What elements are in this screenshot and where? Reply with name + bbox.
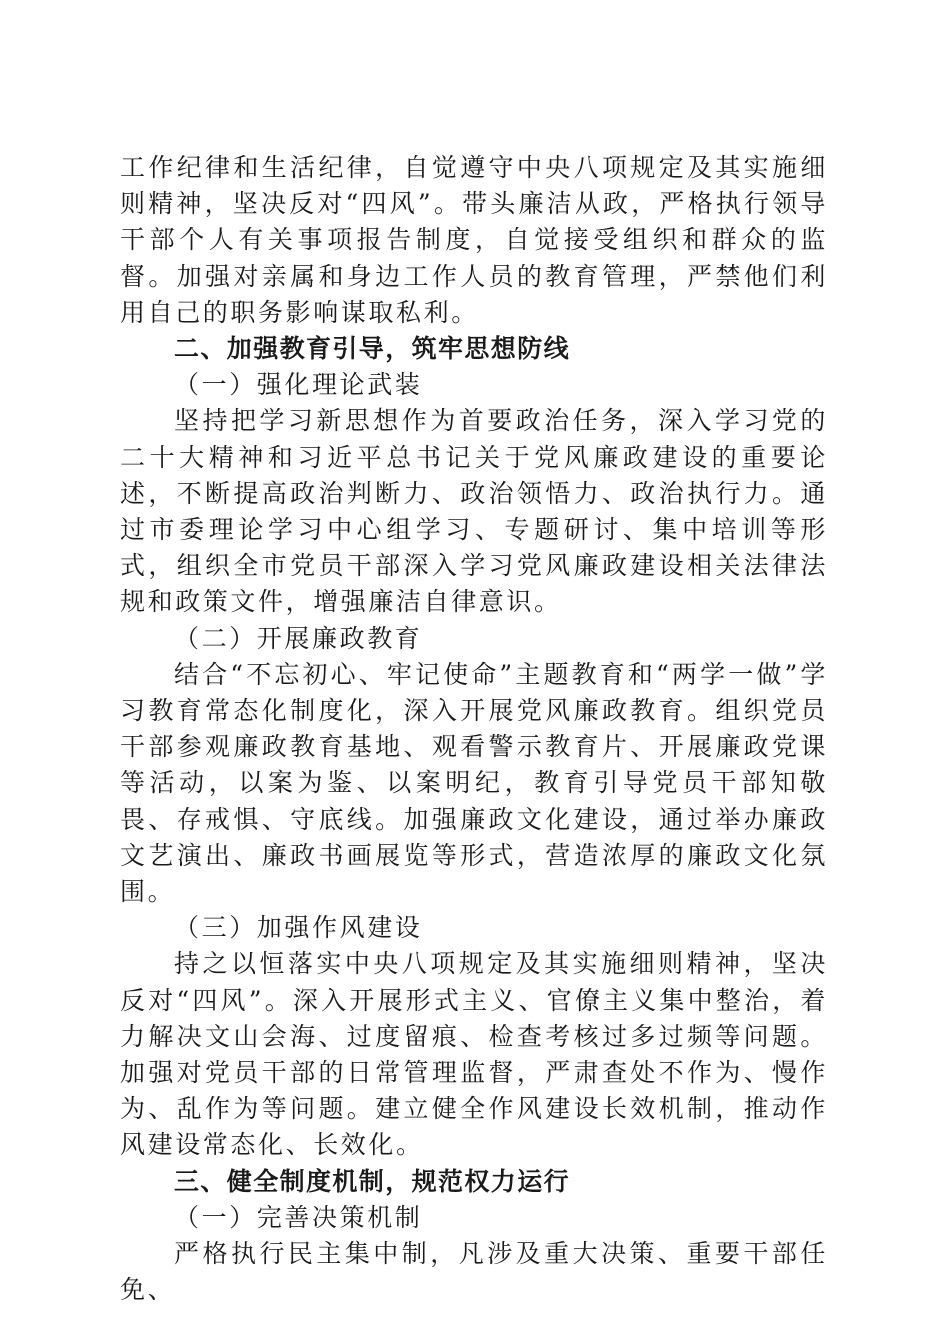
section-heading: 二、加强教育引导，筑牢思想防线 (174, 334, 571, 364)
body-paragraph: 持之以恒落实中央八项规定及其实施细则精神，坚决反对“四风”。深入开展形式主义、官僚主义集中整治，着力解决文山会海、过度留痕、检查考核过多过频等问题。加强对党员干部的日常管理监督，严肃查处不作为、慢作为、乱作为等问题。建立健全作风建设长效机制，推动作风建设常态化、长效化。 (120, 949, 828, 1160)
subsection-heading: （一）完善决策机制 (174, 1202, 423, 1232)
document-body (120, 150, 828, 1309)
section-heading: 三、健全制度机制，规范权力运行 (174, 1166, 571, 1196)
body-paragraph: 工作纪律和生活纪律，自觉遵守中央八项规定及其实施细则精神，坚决反对“四风”。带头廉洁从政，严格执行领导干部个人有关事项报告制度，自觉接受组织和群众的监督。加强对亲属和身边工作人员的教育管理，严禁他们利用自己的职务影响谋取私利。 (120, 153, 828, 327)
body-paragraph: 坚持把学习新思想作为首要政治任务，深入学习党的二十大精神和习近平总书记关于党风廉政建设的重要论述，不断提高政治判断力、政治领悟力、政治执行力。通过市委理论学习中心组学习、专题研讨、集中培训等形式，组织全市党员干部深入学习党风廉政建设相关法律法规和政策文件，增强廉洁自律意识。 (120, 406, 828, 617)
subsection-heading: （二）开展廉政教育 (174, 623, 423, 653)
body-paragraph: 结合“不忘初心、牢记使命”主题教育和“两学一做”学习教育常态化制度化，深入开展党风廉政教育。组织党员干部参观廉政教育基地、观看警示教育片、开展廉政党课等活动，以案为鉴、以案明纪，教育引导党员干部知敬畏、存戒惧、守底线。加强廉政文化建设，通过举办廉政文艺演出、廉政书画展览等形式，营造浓厚的廉政文化氛围。 (120, 659, 828, 907)
subsection-heading: （一）强化理论武装 (174, 370, 423, 400)
subsection-heading: （三）加强作风建设 (174, 913, 423, 943)
body-paragraph: 严格执行民主集中制，凡涉及重大决策、重要干部任免、 (120, 1239, 828, 1305)
